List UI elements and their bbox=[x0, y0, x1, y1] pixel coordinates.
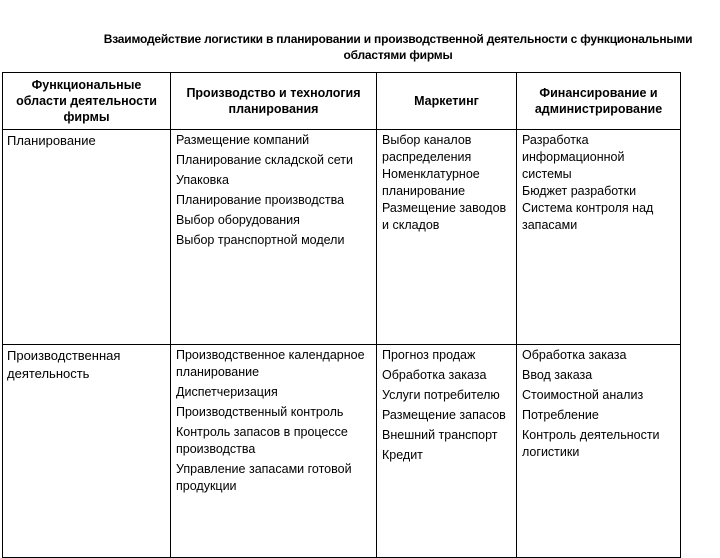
list-item: Управление запасами готовой продукции bbox=[176, 462, 352, 493]
list-item: Номенклатурное планирование bbox=[382, 167, 480, 198]
list-item: Прогноз продаж bbox=[382, 348, 476, 362]
list-item: Размещение заводов и складов bbox=[382, 201, 507, 232]
list-item: Размещение запасов bbox=[382, 408, 506, 422]
production-cell bbox=[171, 130, 377, 345]
list-item: Потребление bbox=[522, 408, 599, 422]
list-item: Ввод заказа bbox=[522, 368, 593, 382]
list-item: Обработка заказа bbox=[522, 348, 627, 362]
list-item: Разработка информационной системы bbox=[522, 133, 625, 181]
row-area-cell bbox=[3, 130, 171, 345]
header-production: Производство и технология планирования bbox=[171, 73, 377, 130]
header-finance: Финансирование и администрирование bbox=[517, 73, 681, 130]
list-item: Контроль деятельности логистики bbox=[522, 428, 660, 459]
finance-cell bbox=[517, 345, 681, 558]
header-marketing: Маркетинг bbox=[377, 73, 517, 130]
interaction-table bbox=[2, 72, 681, 558]
list-item: Кредит bbox=[382, 448, 423, 462]
list-item: Бюджет разработки bbox=[522, 184, 637, 198]
list-item: Размещение компаний bbox=[176, 133, 310, 147]
production-cell bbox=[171, 345, 377, 558]
row-area-cell bbox=[3, 345, 171, 558]
list-item: Производственное календарное планирование bbox=[176, 348, 365, 379]
list-item: Система контроля над запасами bbox=[522, 201, 654, 232]
list-item: Производственный контроль bbox=[176, 405, 344, 419]
header-functional-areas: Функциональные области деятельности фирмы bbox=[3, 73, 171, 130]
marketing-cell bbox=[377, 130, 517, 345]
list-item: Обработка заказа bbox=[382, 368, 487, 382]
finance-cell bbox=[517, 130, 681, 345]
list-item: Стоимостной анализ bbox=[522, 388, 644, 402]
row-area-label: Производственная деятельность bbox=[7, 348, 121, 381]
list-item: Выбор оборудования bbox=[176, 213, 300, 227]
list-item: Выбор каналов распределения bbox=[382, 133, 472, 164]
list-item: Услуги потребителю bbox=[382, 388, 500, 402]
list-item: Внешний транспорт bbox=[382, 428, 498, 442]
list-item: Планирование производства bbox=[176, 193, 345, 207]
table-row bbox=[3, 345, 681, 558]
list-item: Планирование складской сети bbox=[176, 153, 353, 167]
list-item: Контроль запасов в процессе производства bbox=[176, 425, 348, 456]
list-item: Выбор транспортной модели bbox=[176, 233, 345, 247]
row-area-label: Планирование bbox=[7, 133, 96, 148]
list-item: Диспетчеризация bbox=[176, 385, 278, 399]
table-row bbox=[3, 130, 681, 345]
marketing-cell bbox=[377, 345, 517, 558]
list-item: Упаковка bbox=[176, 173, 229, 187]
table-header-row bbox=[3, 73, 681, 130]
document-title: Взаимодействие логистики в планировании и производственной деятельности с функциональными областями фирмы bbox=[103, 32, 693, 62]
